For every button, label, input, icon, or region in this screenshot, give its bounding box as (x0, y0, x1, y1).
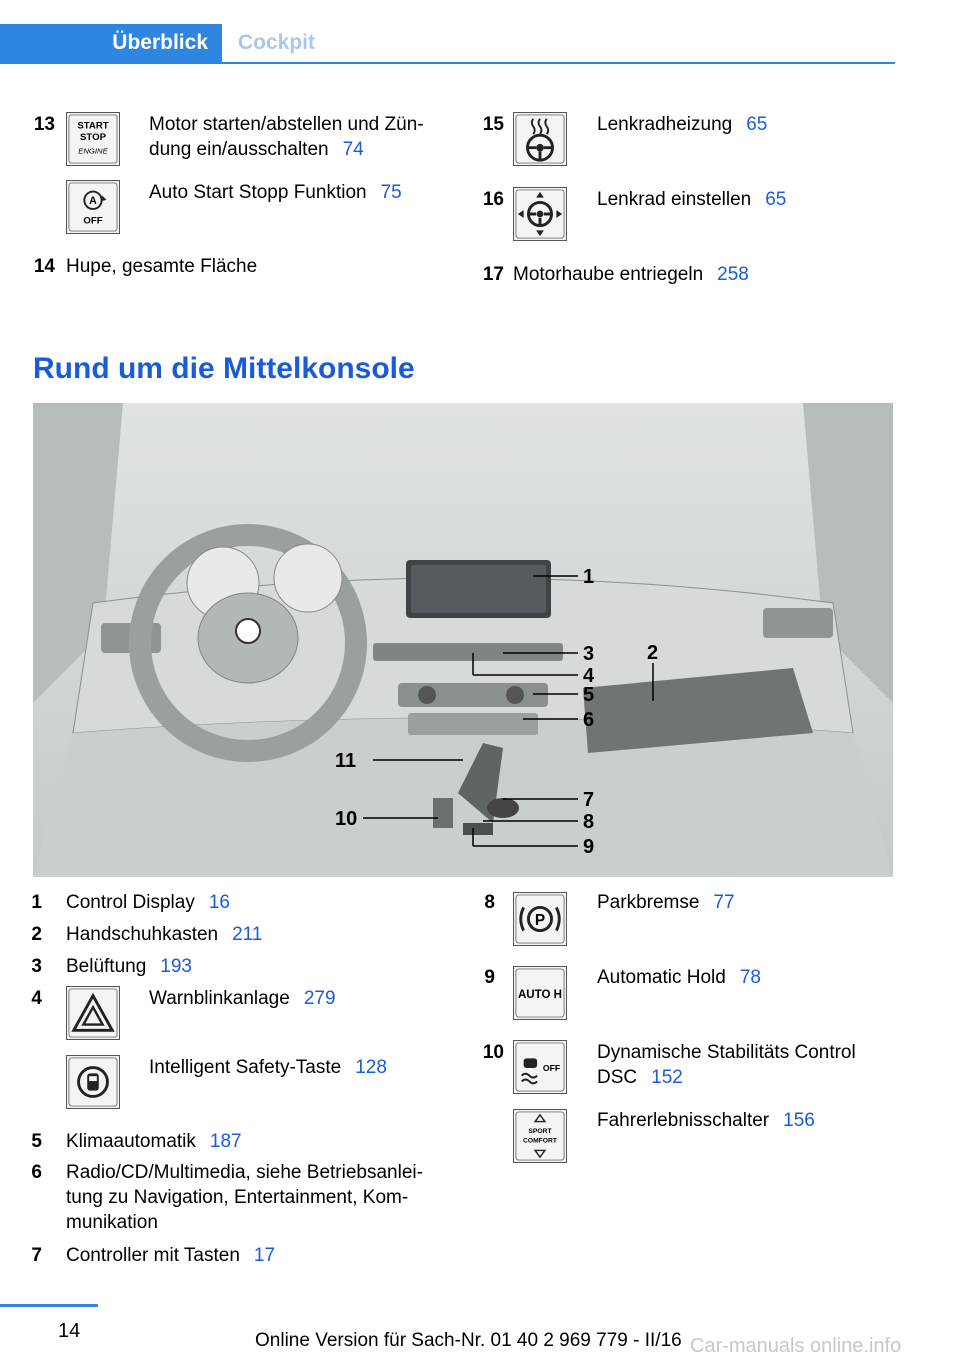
item-number: 8 (484, 892, 495, 913)
page-link[interactable]: 65 (765, 189, 787, 210)
page-link[interactable]: 187 (209, 1131, 242, 1152)
item-number: 15 (482, 114, 504, 135)
item-number: 6 (31, 1162, 42, 1183)
text-line: Warnblinkanlage (149, 988, 290, 1009)
item-number: 14 (33, 256, 55, 277)
text-line: Klimaautomatik (66, 1131, 196, 1152)
item-number: 17 (482, 264, 504, 285)
item-text (597, 965, 761, 990)
dsc-off-icon (513, 1040, 567, 1094)
text-line: Belüftung (66, 956, 147, 977)
item-text (513, 262, 749, 287)
callout-label: 8 (583, 811, 595, 833)
item-text (597, 1040, 856, 1090)
page-link[interactable]: 74 (342, 139, 364, 160)
online-version-text: Online Version für Sach-Nr. 01 40 2 969 779 - II/16 (255, 1330, 682, 1351)
item-number: 10 (482, 1042, 504, 1063)
page-link[interactable]: 211 (232, 924, 263, 945)
page-link[interactable]: 152 (651, 1067, 683, 1088)
text-line: Auto Start Stopp Funktion (149, 182, 367, 203)
item-number: 7 (31, 1245, 42, 1266)
text-line: Lenkradheizung (597, 114, 733, 135)
item-number: 2 (31, 924, 42, 945)
page-link[interactable]: 77 (713, 892, 735, 913)
item-text (597, 112, 767, 137)
item-number: 16 (482, 189, 504, 210)
start-stop-engine-icon (66, 112, 120, 166)
item-text (66, 890, 230, 915)
auto-text: A (89, 195, 97, 208)
off-text: OFF (83, 215, 103, 227)
header-tab-bar (0, 24, 895, 64)
text-line: Lenkrad einstellen (597, 189, 752, 210)
auto-start-stop-off-icon (66, 180, 120, 234)
tab-cockpit[interactable]: Cockpit (238, 31, 316, 54)
parking-brake-icon (513, 892, 567, 946)
engine-text: ENGINE (78, 146, 108, 156)
text-line: Control Display (66, 892, 195, 913)
steering-wheel-adjust-icon (513, 187, 567, 241)
callout-label: 3 (583, 643, 595, 665)
item-number: 9 (484, 967, 495, 988)
item-text (149, 112, 424, 162)
item-text (597, 1108, 815, 1133)
text-line: Parkbremse (597, 892, 700, 913)
item-text (149, 180, 402, 205)
callout-label: 11 (335, 750, 357, 772)
driving-experience-switch-icon (513, 1109, 567, 1163)
item-text (66, 922, 262, 947)
auto-hold-icon (513, 966, 567, 1020)
item-text (66, 1129, 242, 1154)
item-text (597, 890, 735, 915)
section-title: Rund um die Mittelkonsole (33, 352, 415, 385)
page-link[interactable]: 128 (355, 1057, 387, 1078)
footer-accent-line (0, 1304, 98, 1307)
page-link[interactable]: 193 (160, 956, 192, 977)
callout-label: 4 (583, 665, 595, 687)
item-number: 5 (31, 1131, 42, 1152)
callout-label: 5 (583, 684, 595, 706)
page-link[interactable]: 16 (208, 892, 230, 913)
text-line: tung zu Navigation, Entertainment, Kom- (66, 1187, 409, 1208)
item-text (66, 954, 192, 979)
item-number: 1 (31, 892, 42, 913)
page-link[interactable]: 156 (783, 1110, 815, 1131)
text-line: Dynamische Stabilitäts Control (597, 1042, 856, 1063)
tab-ueberblick[interactable]: Überblick (0, 24, 222, 62)
svg-text:P: P (534, 911, 546, 929)
item-text (597, 187, 786, 212)
text-line: Handschuhkasten (66, 924, 219, 945)
text-line: munikation (66, 1212, 158, 1233)
text-line: dung ein/ausschalten (149, 139, 329, 160)
item-text: Hupe, gesamte Fläche (66, 256, 258, 277)
callout-label: 2 (647, 642, 659, 664)
text-line: Motorhaube entriegeln (513, 264, 704, 285)
text-line: DSC (597, 1067, 638, 1088)
page-number: 14 (58, 1320, 81, 1342)
steering-wheel-heating-icon (513, 112, 567, 166)
item-text (66, 1160, 423, 1235)
page-link[interactable]: 17 (253, 1245, 276, 1266)
callout-label: 1 (583, 566, 595, 588)
text-line: Radio/CD/Multimedia, siehe Betriebsanlei- (66, 1162, 423, 1183)
sport-text: SPORT (528, 1128, 552, 1136)
callout-label: 6 (583, 709, 595, 731)
callout-label: 10 (335, 808, 358, 830)
page-link[interactable]: 258 (717, 264, 749, 285)
text-line: Intelligent Safety-Taste (149, 1057, 342, 1078)
auto-hold-text: AUTO H (517, 988, 563, 1001)
text-line: Motor starten/abstellen und Zün- (149, 114, 424, 135)
stop-text: STOP (80, 131, 106, 143)
page-link[interactable]: 65 (746, 114, 768, 135)
hazard-warning-icon (66, 986, 120, 1040)
text-line: Automatic Hold (597, 967, 726, 988)
callout-label: 7 (583, 789, 595, 811)
item-text (149, 1055, 387, 1080)
page-link[interactable]: 279 (303, 988, 336, 1009)
callout-label: 9 (583, 836, 595, 858)
watermark: Car-manuals online.info (690, 1335, 902, 1357)
item-number: 3 (31, 956, 42, 977)
text-line: Controller mit Tasten (66, 1245, 240, 1266)
comfort-text: COMFORT (522, 1137, 558, 1145)
item-text (149, 986, 336, 1011)
text-line: Fahrerlebnisschalter (597, 1110, 770, 1131)
center-console-illustration (33, 403, 893, 877)
item-number: 4 (31, 988, 42, 1009)
page-link[interactable]: 78 (739, 967, 761, 988)
item-text (66, 1243, 275, 1268)
intelligent-safety-icon (66, 1055, 120, 1109)
off-text: OFF (542, 1062, 561, 1073)
item-number: 13 (33, 114, 55, 135)
page-link[interactable]: 75 (380, 182, 402, 203)
start-text: START (77, 120, 109, 132)
